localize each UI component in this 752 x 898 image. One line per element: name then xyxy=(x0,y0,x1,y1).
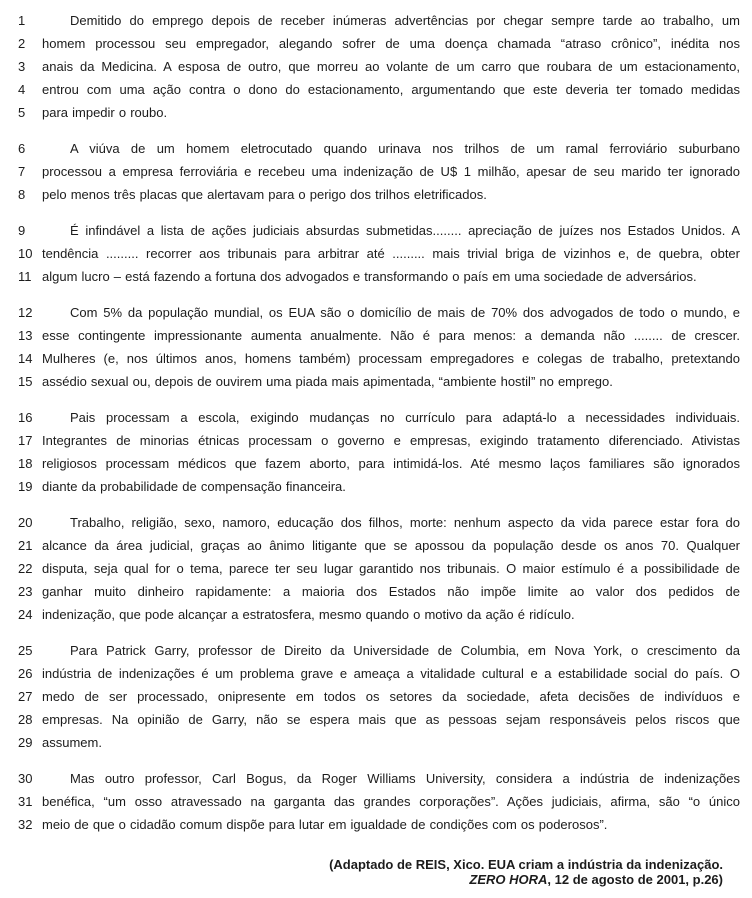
line-number: 32 xyxy=(18,817,33,832)
line-text: processou a empresa ferroviária e recebeu uma indenização de U$ 1 milhão, apesar de seu marido ter ignorado xyxy=(42,164,740,179)
line-number: 17 xyxy=(18,433,33,448)
line-text: Mas outro professor, Carl Bogus, da Roger Williams University, considera a indústria de indenizações xyxy=(70,771,740,786)
line-number: 8 xyxy=(18,187,26,202)
line-number: 31 xyxy=(18,794,33,809)
paragraph xyxy=(0,406,752,498)
line-text: ganhar muito dinheiro rapidamente: a maioria dos Estados não impõe limite ao valor dos pedidos de xyxy=(42,584,740,599)
text-line xyxy=(0,452,752,475)
paragraph xyxy=(0,639,752,754)
line-number: 18 xyxy=(18,456,33,471)
line-text: pelo menos três placas que alertavam para o perigo dos trilhos eletrificados. xyxy=(42,187,487,202)
text-line xyxy=(0,32,752,55)
line-number: 16 xyxy=(18,410,33,425)
line-text: Demitido do emprego depois de receber inúmeras advertências por chegar sempre tarde ao trabalho, um xyxy=(70,13,740,28)
line-text: homem processou seu empregador, alegando sofrer de uma doença chamada “atraso crônico”, inédita nos xyxy=(42,36,740,51)
line-number: 20 xyxy=(18,515,33,530)
line-number: 4 xyxy=(18,82,26,97)
text-line xyxy=(0,685,752,708)
citation-line-2 xyxy=(0,872,723,887)
text-line xyxy=(0,406,752,429)
line-text: Trabalho, religião, sexo, namoro, educação dos filhos, morte: nenhum aspecto da vida parece estar fora do xyxy=(70,515,740,530)
line-number: 29 xyxy=(18,735,33,750)
text-line xyxy=(0,557,752,580)
line-text: Com 5% da população mundial, os EUA são o domicílio de mais de 70% dos advogados de todo o mundo, e xyxy=(70,305,740,320)
line-text: Pais processam a escola, exigindo mudanças no currículo para adaptá-lo a necessidades individuais. xyxy=(70,410,740,425)
line-number: 15 xyxy=(18,374,33,389)
line-number: 6 xyxy=(18,141,26,156)
line-text: Mulheres (e, nos últimos anos, homens também) processam empregadores e colegas de trabalho, pretextando xyxy=(42,351,740,366)
line-text: indústria de indenizações é um problema grave e ameaça a vitalidade cultural e a estabilidade social do país. O xyxy=(42,666,740,681)
line-text: alcance da área judicial, graças ao ânimo litigante que se apossou da população desde os anos 70. Qualquer xyxy=(42,538,740,553)
text-line xyxy=(0,219,752,242)
citation-journal-name: ZERO HORA xyxy=(469,872,548,887)
line-text: para impedir o roubo. xyxy=(42,105,168,120)
text-line xyxy=(0,324,752,347)
line-number: 12 xyxy=(18,305,33,320)
text-line xyxy=(0,511,752,534)
paragraph xyxy=(0,219,752,288)
reading-passage xyxy=(0,9,752,836)
text-line xyxy=(0,708,752,731)
line-text: assumem. xyxy=(42,735,102,750)
text-line xyxy=(0,301,752,324)
text-line xyxy=(0,767,752,790)
paragraph xyxy=(0,301,752,393)
text-line xyxy=(0,265,752,288)
line-number: 13 xyxy=(18,328,33,343)
line-number: 2 xyxy=(18,36,26,51)
paragraph xyxy=(0,9,752,124)
line-number: 19 xyxy=(18,479,33,494)
line-number: 5 xyxy=(18,105,26,120)
text-line xyxy=(0,731,752,754)
line-number: 1 xyxy=(18,13,26,28)
text-line xyxy=(0,78,752,101)
citation-line-1: (Adaptado de REIS, Xico. EUA criam a indústria da indenização. xyxy=(329,857,723,872)
text-line xyxy=(0,639,752,662)
line-text: disputa, seja qual for o tema, parece ter seu lugar garantido nos tribunais. O maior estímulo é a possibilidade de xyxy=(42,561,740,576)
line-text: meio de que o cidadão comum dispõe para lutar em igualdade de condições com os poderosos”. xyxy=(42,817,608,832)
text-line xyxy=(0,790,752,813)
text-line xyxy=(0,160,752,183)
text-line xyxy=(0,580,752,603)
line-number: 21 xyxy=(18,538,33,553)
line-text: entrou com uma ação contra o dono do estacionamento, argumentando que este deveria ter tomado medidas xyxy=(42,82,740,97)
line-number: 23 xyxy=(18,584,33,599)
line-text: empresas. Na opinião de Garry, não se espera mais que as pessoas sejam responsáveis pelos riscos que xyxy=(42,712,740,727)
line-number: 11 xyxy=(18,269,32,284)
paragraph xyxy=(0,137,752,206)
text-line xyxy=(0,183,752,206)
paragraph xyxy=(0,511,752,626)
line-text: Integrantes de minorias étnicas processam o governo e empresas, exigindo tratamento diferenciado. Ativistas xyxy=(42,433,740,448)
line-text: tendência ......... recorrer aos tribunais para arbitrar até ......... mais trivial briga de vizinhos e, de quebra, obter xyxy=(42,246,740,261)
line-text: benéfica, “um osso atravessado na garganta das grandes corporações”. Ações judiciais, afirma, são “o único xyxy=(42,794,740,809)
line-number: 14 xyxy=(18,351,33,366)
citation-line-2-rest: , 12 de agosto de 2001, p.26) xyxy=(547,872,723,887)
line-number: 27 xyxy=(18,689,33,704)
line-number: 25 xyxy=(18,643,33,658)
text-line xyxy=(0,55,752,78)
line-text: diante da probabilidade de compensação financeira. xyxy=(42,479,346,494)
line-text: indenização, que pode alcançar a estratosfera, mesmo quando o motivo da ação é ridículo. xyxy=(42,607,575,622)
line-number: 9 xyxy=(18,223,26,238)
line-number: 26 xyxy=(18,666,33,681)
text-line xyxy=(0,429,752,452)
source-citation xyxy=(0,857,752,887)
line-number: 10 xyxy=(18,246,33,261)
text-line xyxy=(0,662,752,685)
line-number: 3 xyxy=(18,59,26,74)
text-line xyxy=(0,370,752,393)
line-text: anais da Medicina. A esposa de outro, que morreu ao volante de um carro que roubara de um estacionamento, xyxy=(42,59,740,74)
paragraph xyxy=(0,767,752,836)
text-line xyxy=(0,475,752,498)
line-number: 28 xyxy=(18,712,33,727)
text-line xyxy=(0,813,752,836)
line-text: algum lucro – está fazendo a fortuna dos advogados e transformando o país em uma sociedade de adversários. xyxy=(42,269,697,284)
line-text: A viúva de um homem eletrocutado quando urinava nos trilhos de um ramal ferroviário suburbano xyxy=(70,141,740,156)
line-text: medo de ser processado, onipresente em todos os setores da sociedade, afeta decisões de indivíduos e xyxy=(42,689,740,704)
text-line xyxy=(0,137,752,160)
line-text: esse contingente impressionante aumenta anualmente. Não é para menos: a demanda não ........ de crescer. xyxy=(42,328,740,343)
line-number: 24 xyxy=(18,607,33,622)
line-text: assédio sexual ou, depois de ouvirem uma piada mais apimentada, “ambiente hostil” no emprego. xyxy=(42,374,613,389)
text-line xyxy=(0,242,752,265)
line-number: 7 xyxy=(18,164,26,179)
text-line xyxy=(0,534,752,557)
line-text: Para Patrick Garry, professor de Direito da Universidade de Columbia, em Nova York, o crescimento da xyxy=(70,643,740,658)
line-number: 22 xyxy=(18,561,33,576)
line-text: religiosos processam médicos que fazem aborto, para intimidá-los. Até mesmo laços familiares são ignorados xyxy=(42,456,740,471)
line-number: 30 xyxy=(18,771,33,786)
line-text: É infindável a lista de ações judiciais absurdas submetidas........ apreciação de juízes nos Estados Unidos. A xyxy=(70,223,740,238)
text-line xyxy=(0,347,752,370)
text-line xyxy=(0,9,752,32)
text-line xyxy=(0,101,752,124)
text-line xyxy=(0,603,752,626)
